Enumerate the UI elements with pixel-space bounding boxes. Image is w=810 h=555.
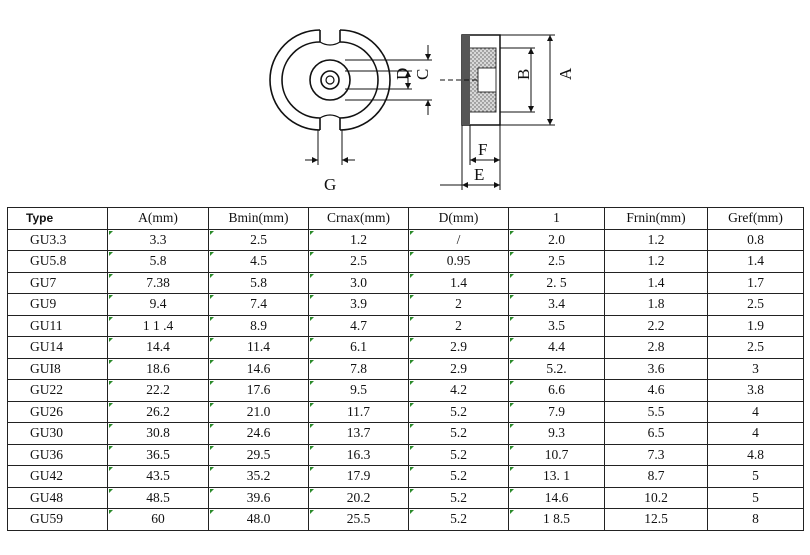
type-cell: GU3.3 bbox=[8, 229, 108, 251]
value-cell: 3.0 bbox=[309, 272, 409, 294]
value-cell: 25.5 bbox=[309, 509, 409, 531]
value-cell: 1.4 bbox=[605, 272, 708, 294]
value-cell: 36.5 bbox=[108, 444, 209, 466]
value-cell: 3 bbox=[708, 358, 804, 380]
value-cell: 3.4 bbox=[509, 294, 605, 316]
value-cell: 2 bbox=[409, 315, 509, 337]
value-cell: 48.5 bbox=[108, 487, 209, 509]
value-cell: 20.2 bbox=[309, 487, 409, 509]
value-cell: 4.7 bbox=[309, 315, 409, 337]
value-cell: 5.8 bbox=[108, 251, 209, 273]
value-cell: 2.5 bbox=[209, 229, 309, 251]
value-cell: 3.6 bbox=[605, 358, 708, 380]
table-row bbox=[8, 315, 804, 337]
value-cell: 7.8 bbox=[309, 358, 409, 380]
value-cell: 3.8 bbox=[708, 380, 804, 402]
value-cell: 4.2 bbox=[409, 380, 509, 402]
table-row bbox=[8, 251, 804, 273]
value-cell: 1.4 bbox=[409, 272, 509, 294]
value-cell: 5.2 bbox=[409, 401, 509, 423]
table-row bbox=[8, 423, 804, 445]
type-cell: GUI8 bbox=[8, 358, 108, 380]
value-cell: 2. 5 bbox=[509, 272, 605, 294]
label-e: E bbox=[474, 165, 485, 184]
value-cell: 18.6 bbox=[108, 358, 209, 380]
header-a: A(mm) bbox=[108, 208, 209, 230]
value-cell: 10.7 bbox=[509, 444, 605, 466]
table-row bbox=[8, 401, 804, 423]
value-cell: 11.7 bbox=[309, 401, 409, 423]
value-cell: 1.7 bbox=[708, 272, 804, 294]
header-d: D(mm) bbox=[409, 208, 509, 230]
table-row bbox=[8, 380, 804, 402]
type-cell: GU9 bbox=[8, 294, 108, 316]
value-cell: 11.4 bbox=[209, 337, 309, 359]
type-cell: GU42 bbox=[8, 466, 108, 488]
front-view bbox=[270, 30, 432, 165]
value-cell: 3.5 bbox=[509, 315, 605, 337]
value-cell: 9.4 bbox=[108, 294, 209, 316]
label-a: A bbox=[556, 67, 575, 80]
value-cell: 6.1 bbox=[309, 337, 409, 359]
table-row bbox=[8, 337, 804, 359]
type-cell: GU30 bbox=[8, 423, 108, 445]
table-row bbox=[8, 444, 804, 466]
table-row bbox=[8, 358, 804, 380]
table-row bbox=[8, 466, 804, 488]
value-cell: 1.2 bbox=[605, 251, 708, 273]
value-cell: 10.2 bbox=[605, 487, 708, 509]
value-cell: 6.6 bbox=[509, 380, 605, 402]
value-cell: 2.5 bbox=[708, 337, 804, 359]
label-d: D bbox=[393, 67, 412, 80]
value-cell: 48.0 bbox=[209, 509, 309, 531]
value-cell: 2.9 bbox=[409, 337, 509, 359]
value-cell: 5.2 bbox=[409, 423, 509, 445]
value-cell: 5.5 bbox=[605, 401, 708, 423]
header-gref: Gref(mm) bbox=[708, 208, 804, 230]
type-cell: GU59 bbox=[8, 509, 108, 531]
value-cell: 1.2 bbox=[605, 229, 708, 251]
value-cell: 5 bbox=[708, 487, 804, 509]
value-cell: 3.3 bbox=[108, 229, 209, 251]
table-header-row bbox=[8, 208, 804, 230]
value-cell: 14.6 bbox=[509, 487, 605, 509]
value-cell: 14.4 bbox=[108, 337, 209, 359]
value-cell: 13. 1 bbox=[509, 466, 605, 488]
value-cell: 1 8.5 bbox=[509, 509, 605, 531]
value-cell: 0.8 bbox=[708, 229, 804, 251]
value-cell: 5 bbox=[708, 466, 804, 488]
value-cell: 5.8 bbox=[209, 272, 309, 294]
value-cell: 4 bbox=[708, 401, 804, 423]
type-cell: GU5.8 bbox=[8, 251, 108, 273]
pot-core-dimension-diagram bbox=[0, 0, 810, 200]
value-cell: 4.4 bbox=[509, 337, 605, 359]
type-cell: GU36 bbox=[8, 444, 108, 466]
value-cell: 21.0 bbox=[209, 401, 309, 423]
value-cell: 0.95 bbox=[409, 251, 509, 273]
value-cell: 5.2 bbox=[409, 487, 509, 509]
value-cell: 26.2 bbox=[108, 401, 209, 423]
table-row bbox=[8, 272, 804, 294]
value-cell: 5.2. bbox=[509, 358, 605, 380]
value-cell: 2.5 bbox=[509, 251, 605, 273]
value-cell: 9.5 bbox=[309, 380, 409, 402]
header-bmin: Bmin(mm) bbox=[209, 208, 309, 230]
type-cell: GU22 bbox=[8, 380, 108, 402]
label-c: C bbox=[413, 68, 432, 80]
value-cell: 60 bbox=[108, 509, 209, 531]
value-cell: 17.6 bbox=[209, 380, 309, 402]
value-cell: 7.3 bbox=[605, 444, 708, 466]
value-cell: 2 bbox=[409, 294, 509, 316]
value-cell: 4.6 bbox=[605, 380, 708, 402]
header-e: 1 bbox=[509, 208, 605, 230]
value-cell: 2.0 bbox=[509, 229, 605, 251]
value-cell: 8.9 bbox=[209, 315, 309, 337]
table-row bbox=[8, 229, 804, 251]
value-cell: 6.5 bbox=[605, 423, 708, 445]
value-cell: 1.8 bbox=[605, 294, 708, 316]
header-fmin: Frnin(mm) bbox=[605, 208, 708, 230]
table-row bbox=[8, 509, 804, 531]
value-cell: 7.9 bbox=[509, 401, 605, 423]
value-cell: 17.9 bbox=[309, 466, 409, 488]
value-cell: 5.2 bbox=[409, 444, 509, 466]
value-cell: 4 bbox=[708, 423, 804, 445]
type-cell: GU14 bbox=[8, 337, 108, 359]
type-cell: GU48 bbox=[8, 487, 108, 509]
table-row bbox=[8, 487, 804, 509]
value-cell: 16.3 bbox=[309, 444, 409, 466]
value-cell: 2.5 bbox=[708, 294, 804, 316]
value-cell: 12.5 bbox=[605, 509, 708, 531]
value-cell: 1.2 bbox=[309, 229, 409, 251]
value-cell: 2.9 bbox=[409, 358, 509, 380]
value-cell: 5.2 bbox=[409, 466, 509, 488]
value-cell: 29.5 bbox=[209, 444, 309, 466]
header-cmax: Crnax(mm) bbox=[309, 208, 409, 230]
side-view bbox=[440, 35, 555, 190]
value-cell: 24.6 bbox=[209, 423, 309, 445]
value-cell: 9.3 bbox=[509, 423, 605, 445]
value-cell: 4.5 bbox=[209, 251, 309, 273]
table-row bbox=[8, 294, 804, 316]
value-cell: 8.7 bbox=[605, 466, 708, 488]
value-cell: 8 bbox=[708, 509, 804, 531]
value-cell: 43.5 bbox=[108, 466, 209, 488]
value-cell: / bbox=[409, 229, 509, 251]
value-cell: 13.7 bbox=[309, 423, 409, 445]
value-cell: 2.8 bbox=[605, 337, 708, 359]
label-b: B bbox=[514, 68, 533, 80]
value-cell: 2.2 bbox=[605, 315, 708, 337]
value-cell: 7.38 bbox=[108, 272, 209, 294]
value-cell: 5.2 bbox=[409, 509, 509, 531]
value-cell: 2.5 bbox=[309, 251, 409, 273]
value-cell: 22.2 bbox=[108, 380, 209, 402]
value-cell: 39.6 bbox=[209, 487, 309, 509]
value-cell: 35.2 bbox=[209, 466, 309, 488]
value-cell: 4.8 bbox=[708, 444, 804, 466]
value-cell: 30.8 bbox=[108, 423, 209, 445]
dimension-table bbox=[7, 207, 804, 531]
table-body bbox=[8, 229, 804, 530]
value-cell: 3.9 bbox=[309, 294, 409, 316]
type-cell: GU26 bbox=[8, 401, 108, 423]
label-g: G bbox=[324, 175, 337, 194]
label-f: F bbox=[478, 140, 488, 159]
value-cell: 7.4 bbox=[209, 294, 309, 316]
value-cell: 1.9 bbox=[708, 315, 804, 337]
type-cell: GU7 bbox=[8, 272, 108, 294]
value-cell: 1.4 bbox=[708, 251, 804, 273]
value-cell: 1 1 .4 bbox=[108, 315, 209, 337]
header-type: Type bbox=[8, 208, 108, 230]
value-cell: 14.6 bbox=[209, 358, 309, 380]
type-cell: GU11 bbox=[8, 315, 108, 337]
